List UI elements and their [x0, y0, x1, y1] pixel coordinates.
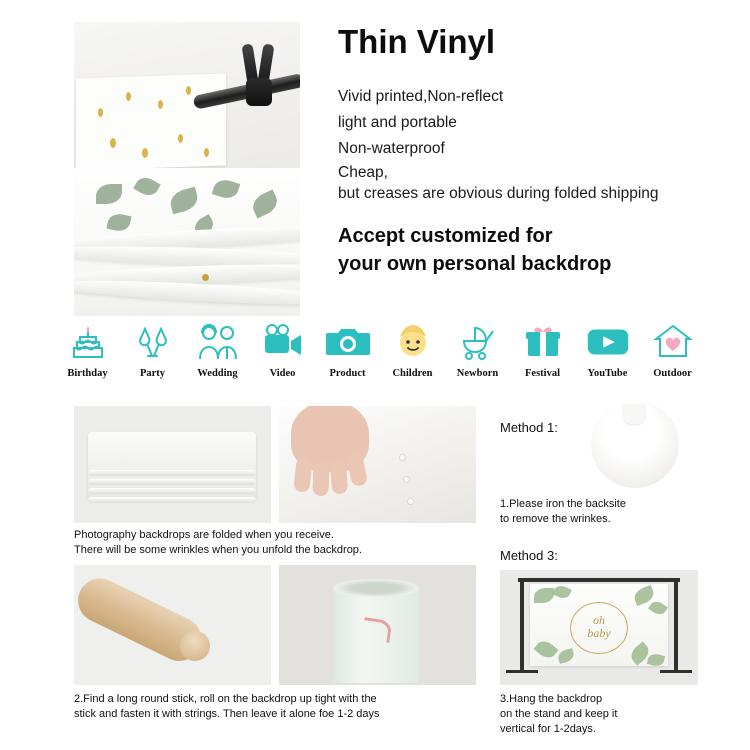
photo-rolled-backdrop-tube — [279, 565, 476, 685]
use-case-outdoor — [640, 320, 705, 379]
method-1-title: Method 1: — [500, 420, 558, 435]
feature-line-3: Non-waterproof — [338, 140, 445, 157]
method-3-title: Method 3: — [500, 548, 558, 563]
step-2-line-2: stick and fasten it with strings. Then leave it alone foe 1-2 days — [74, 708, 380, 720]
birthday-cake-icon — [63, 320, 113, 362]
backdrop-text — [530, 614, 668, 640]
step-2-line-1: 2.Find a long round stick, roll on the backdrop up tight with the — [74, 693, 377, 705]
use-case-birthday — [55, 320, 120, 379]
leaf-decor — [647, 652, 666, 668]
method-3-caption — [500, 692, 710, 737]
gold-dot — [204, 148, 209, 157]
photo-backdrop-on-stand — [500, 570, 698, 685]
gold-dot — [186, 86, 191, 95]
fold-notice-caption — [74, 528, 474, 558]
page-title: Thin Vinyl — [338, 23, 496, 60]
fold-notice-line-1: Photography backdrops are folded when you receive. — [74, 529, 334, 541]
use-case-festival — [510, 320, 575, 379]
method-3-line-2: on the stand and keep it — [500, 708, 618, 720]
champagne-glasses-icon — [128, 320, 178, 362]
icon-label: Newborn — [456, 368, 499, 379]
headline-block — [338, 22, 738, 278]
gold-dot — [178, 134, 183, 143]
use-case-video — [250, 320, 315, 379]
icon-label: Product — [329, 368, 366, 379]
youtube-play-icon — [583, 320, 633, 362]
fold-notice-line-2: There will be some wrinkles when you unfold the backdrop. — [74, 544, 362, 556]
house-heart-icon — [648, 320, 698, 362]
backdrop-text-line-2: baby — [587, 626, 611, 640]
stroller-icon — [453, 320, 503, 362]
icon-label: Party — [139, 368, 166, 379]
leaf-decor — [534, 637, 559, 661]
photo-hand-on-backdrop — [279, 406, 476, 523]
baby-face-icon — [388, 320, 438, 362]
method-1-line-2: to remove the wrinkes. — [500, 513, 611, 525]
use-case-icon-strip — [55, 320, 705, 395]
gold-dot — [126, 92, 131, 101]
icon-label: Children — [392, 368, 433, 379]
photo-folded-backdrop — [74, 406, 271, 523]
feature-line-2: light and portable — [338, 114, 457, 131]
feature-line-4: Cheap, — [338, 164, 388, 181]
use-case-party — [120, 320, 185, 379]
custom-line-1: Accept customized for — [338, 225, 553, 247]
custom-line-2: your own personal backdrop — [338, 253, 612, 275]
gift-box-icon — [518, 320, 568, 362]
use-case-children — [380, 320, 445, 379]
gold-dot — [158, 100, 163, 109]
method-1-caption — [500, 497, 700, 527]
step-2-caption — [74, 692, 474, 722]
use-case-product — [315, 320, 380, 379]
backdrop-text-line-1: oh — [593, 613, 605, 627]
use-case-youtube — [575, 320, 640, 379]
leaf-decor — [557, 648, 576, 664]
icon-label: Wedding — [197, 368, 238, 379]
clamp-icon — [242, 44, 276, 106]
photo-folded-vinyl — [74, 170, 300, 316]
method-1-line-1: 1.Please iron the backsite — [500, 498, 626, 510]
leaf-decor — [534, 588, 554, 603]
use-case-newborn — [445, 320, 510, 379]
icon-label: YouTube — [587, 368, 628, 379]
method-3-line-3: vertical for 1-2days. — [500, 723, 596, 735]
camera-icon — [323, 320, 373, 362]
feature-line-5: but creases are obvious during folded shipping — [338, 185, 659, 202]
leaf-decor — [552, 583, 572, 601]
gold-dot — [142, 148, 148, 158]
photo-iron-backside — [591, 400, 679, 488]
icon-label: Birthday — [67, 368, 108, 379]
gold-dot — [98, 108, 103, 117]
wedding-couple-icon — [193, 320, 243, 362]
photo-vinyl-on-rod — [74, 22, 300, 168]
icon-label: Festival — [525, 368, 560, 379]
icon-label: Video — [269, 368, 296, 379]
icon-label: Outdoor — [653, 368, 692, 379]
backdrop-sample — [530, 584, 668, 666]
use-case-wedding — [185, 320, 250, 379]
photo-round-stick — [74, 565, 271, 685]
video-camera-icon — [258, 320, 308, 362]
gold-dot — [202, 274, 209, 281]
method-3-line-1: 3.Hang the backdrop — [500, 693, 603, 705]
gold-dot — [110, 138, 116, 148]
feature-line-1: Vivid printed,Non-reflect — [338, 88, 504, 105]
